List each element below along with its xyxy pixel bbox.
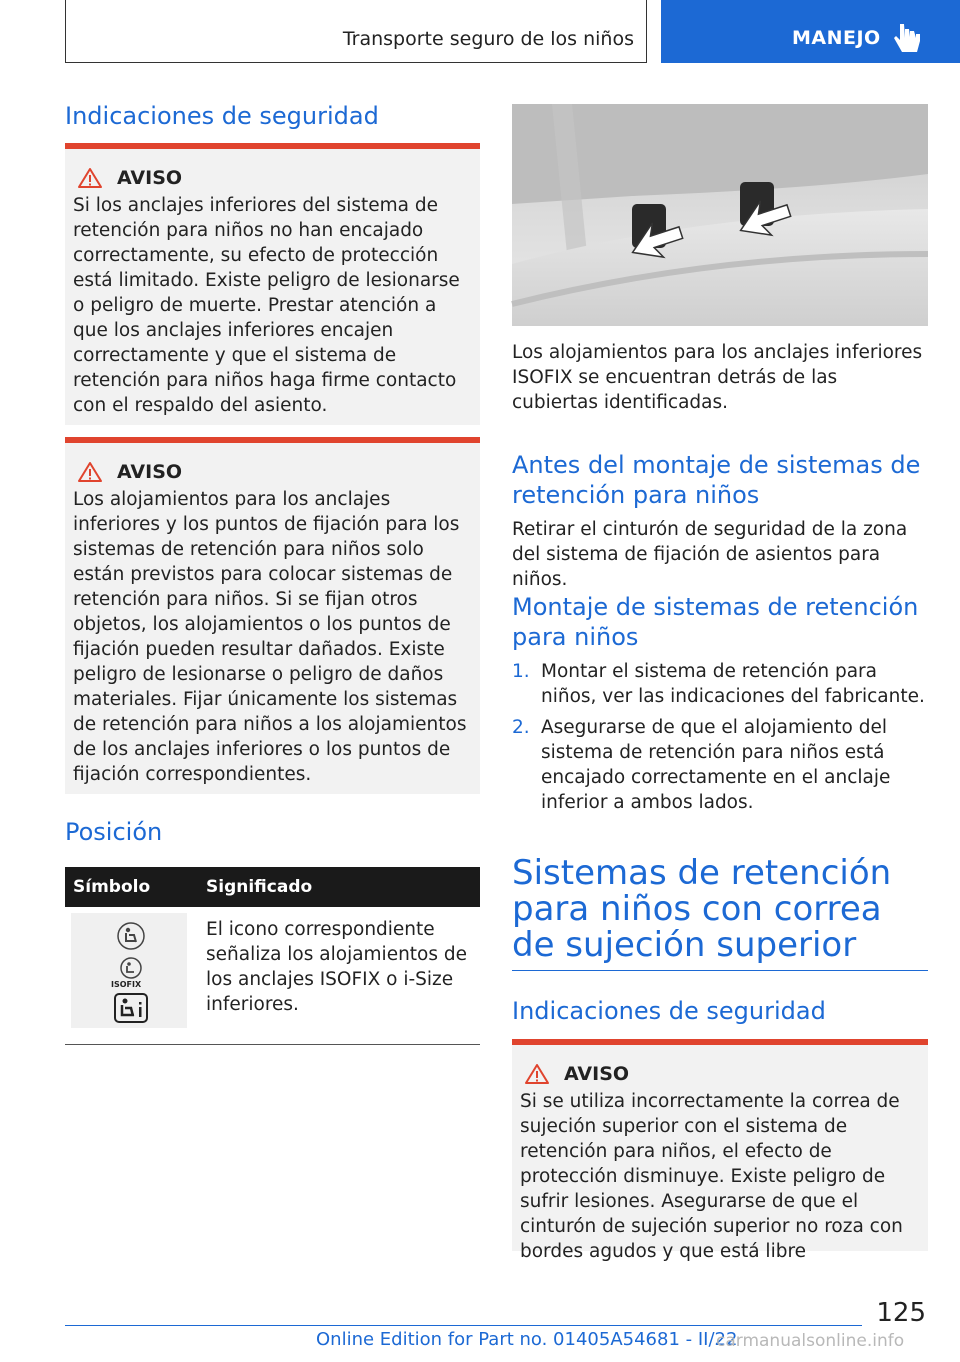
col-symbol-header: Símbolo xyxy=(73,877,151,897)
col-meaning-header: Significado xyxy=(206,877,313,897)
edition-text: Online Edition for Part no. 01405A54681 - II/22 xyxy=(316,1329,738,1350)
i-size-icon xyxy=(114,993,148,1023)
warning-triangle-icon xyxy=(77,461,103,483)
list-item xyxy=(512,659,928,709)
warning-box-3 xyxy=(512,1039,928,1262)
warning-box-1 xyxy=(65,143,480,425)
heading-position: Posición xyxy=(65,818,163,846)
page-number: 125 xyxy=(876,1298,926,1328)
child-seat-icon xyxy=(116,921,146,951)
warning-title: AVISO xyxy=(117,461,183,483)
steps-list xyxy=(512,659,928,815)
isofix-seat-photo xyxy=(512,104,928,326)
before-mounting-text: Retirar el cinturón de seguridad de la zona del sistema de fijación de asientos para niños. xyxy=(512,519,908,590)
section-title: Transporte seguro de los niños xyxy=(342,28,634,50)
heading-mounting: Montaje de sistemas de retención para niños xyxy=(512,593,919,651)
step-text: Montar el sistema de retención para niños, ver las indicaciones del fabricante. xyxy=(541,661,925,707)
heading-safety-2: Indicaciones de seguridad xyxy=(512,997,826,1025)
warning-text: Si se utiliza incorrectamente la correa de sujeción superior con el sistema de retención para niños, el efecto de protección disminuye. Existe peligro de sufrir lesiones. Asegurarse de que el cinturón de sujeción superior no roza con bordes agudos y que está libre xyxy=(520,1091,903,1262)
isofix-symbols xyxy=(71,913,187,1028)
warning-text: Si los anclajes inferiores del sistema de retención para niños no han encajado correctamente, su efecto de protección está limitado. Existe peligro de lesionarse o peligro de muerte. Prestar atención a que los anclajes inferiores encajen correctamente y que el sistema de retención para niños haga firme contacto con el respaldo del asiento. xyxy=(73,195,460,416)
warning-triangle-icon xyxy=(524,1063,550,1085)
warning-text: Los alojamientos para los anclajes inferiores y los puntos de fijación para los sistemas de retención para niños solo están previstos para colocar sistemas de retención para niños. Si se fijan otros objetos, los alojamientos o los puntos de fijación pueden resultar dañados. Existe peligro de lesionarse o peligro de daños materiales. Fijar únicamente los sistemas de retención para niños a los alojamientos de los anclajes inferiores o los puntos de fijación correspondientes. xyxy=(73,489,467,785)
meaning-text: El icono correspondiente señaliza los alojamientos de los anclajes ISOFIX o i-Size inferiores. xyxy=(206,919,468,1015)
warning-triangle-icon xyxy=(77,167,103,189)
heading-tether: Sistemas de retención para niños con correa de sujeción superior xyxy=(512,853,892,965)
table-bottom-rule xyxy=(65,1044,480,1045)
warning-title: AVISO xyxy=(564,1063,630,1085)
steering-hand-icon xyxy=(893,22,923,56)
heading-safety: Indicaciones de seguridad xyxy=(65,102,379,130)
list-item xyxy=(512,715,928,815)
watermark: carmanualsonline.info xyxy=(716,1331,905,1351)
heading-before-mounting: Antes del montaje de sistemas de retención para niños xyxy=(512,451,921,509)
symbol-table xyxy=(65,867,480,1028)
step-number: 1. xyxy=(512,661,530,682)
step-text: Asegurarse de que el alojamiento del sistema de retención para niños está encajado correctamente en el anclaje inferior a ambos lados. xyxy=(541,717,891,813)
chapter-tab-label: MANEJO xyxy=(792,27,881,49)
section-rule xyxy=(512,970,928,971)
image-caption: Los alojamientos para los anclajes inferiores ISOFIX se encuentran detrás de las cubiertas identificadas. xyxy=(512,342,923,413)
warning-box-2 xyxy=(65,437,480,794)
footer-rule xyxy=(65,1325,862,1326)
warning-title: AVISO xyxy=(117,167,183,189)
step-number: 2. xyxy=(512,717,530,738)
isofix-label: ISOFIX xyxy=(111,980,142,989)
